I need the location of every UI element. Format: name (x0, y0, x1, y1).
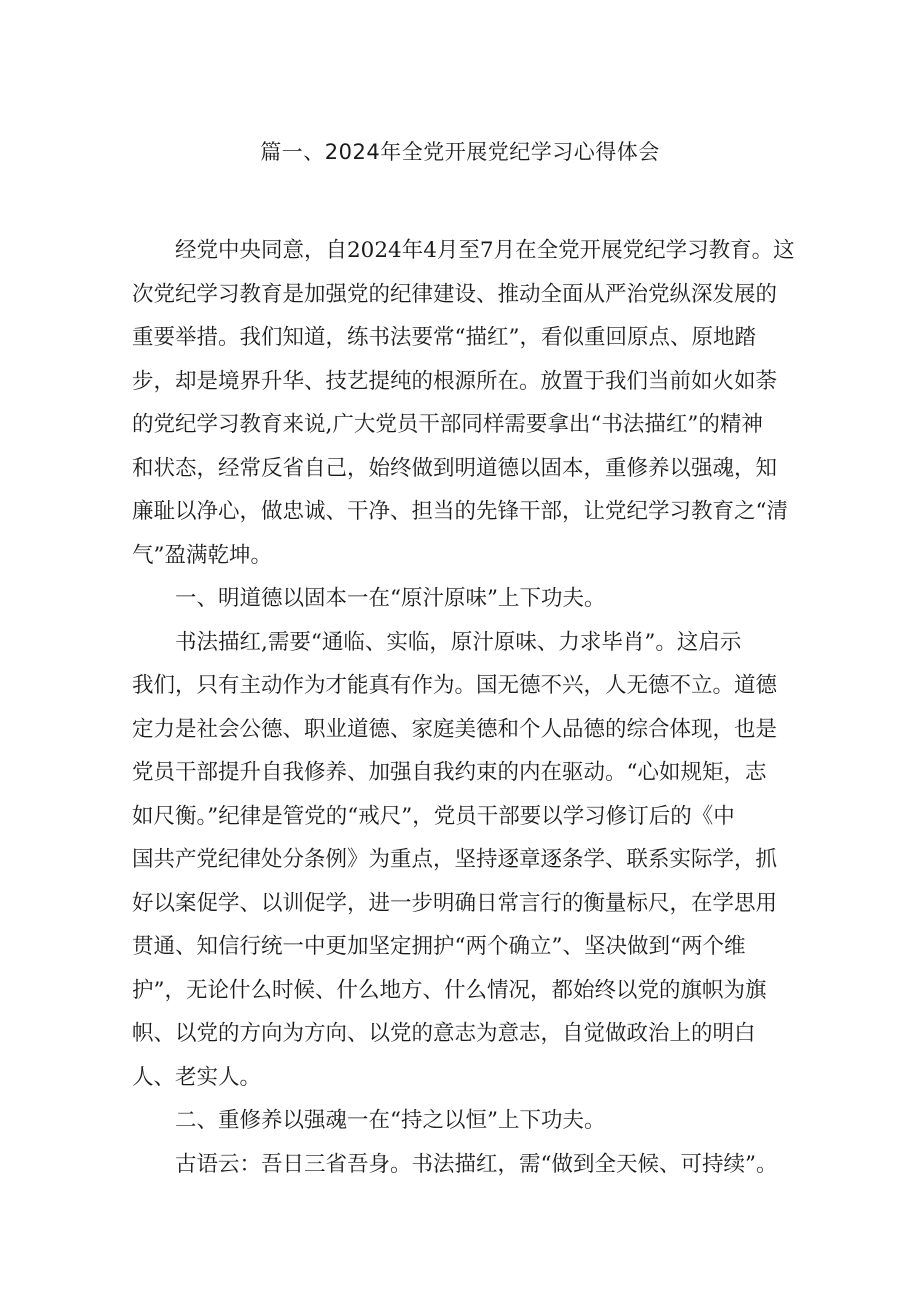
text-line: 重要举措。我们知道，练书法要常“描红”，看似重回原点、原地踏 (132, 325, 756, 350)
text-line: 帜、以党的方向为方向、以党的意志为意志，自觉做政治上的明白 (132, 1021, 756, 1046)
section-heading-1: 一、明道德以固本一在“原汁原味”上下功夫。 (132, 586, 606, 611)
text-line: 书法描红,需要“通临、实临，原汁原味、力求毕肖”。这启示 (132, 629, 742, 655)
section-heading-2: 二、重修养以强魂一在“持之以恒”上下功夫。 (132, 1108, 606, 1133)
text-line: 步，却是境界升华、技艺提纯的根源所在。放置于我们当前如火如荼 (132, 368, 778, 394)
text-line: 的党纪学习教育来说,广大党员干部同样需要拿出“书法描红”的精神 (132, 412, 763, 437)
document-body (132, 229, 795, 1186)
text-line: 护”，无论什么时候、什么地方、什么情况，都始终以党的旗帜为旗 (132, 977, 767, 1003)
text-line: 古语云：吾日三省吾身。书法描红，需“做到全天候、可持续”。 (132, 1151, 778, 1177)
text-line: 如尺衡。”纪律是管党的“戒尺”，党员干部要以学习修订后的《中 (132, 803, 735, 829)
text-line: 我们，只有主动作为才能真有作为。国无德不兴，人无德不立。道德 (132, 673, 778, 698)
text-line: 廉耻以净心，做忠诚、干净、担当的先锋干部，让党纪学习教育之“清 (132, 499, 788, 524)
text-line: 定力是社会公德、职业道德、家庭美德和个人品德的综合体现，也是 (132, 716, 778, 742)
text-line: 国共产党纪律处分条例》为重点，坚持逐章逐条学、联系实际学，抓 (132, 847, 778, 872)
text-line: 好以案促学、以训促学，进一步明确日常言行的衡量标尺，在学思用 (132, 890, 778, 916)
text-line: 和状态，经常反省自己，始终做到明道德以固本，重修养以强魂，知 (132, 455, 778, 481)
document-title: 篇一、2024年全党开展党纪学习心得体会 (260, 140, 660, 164)
text-line: 气”盈满乾坤。 (132, 542, 272, 568)
text-line: 次党纪学习教育是加强党的纪律建设、推动全面从严治党纵深发展的 (132, 281, 778, 307)
text-line: 党员干部提升自我修养、加强自我约束的内在驱动。“心如规矩，志 (132, 760, 767, 785)
text-line: 经党中央同意，自2024年4月至7月在全党开展党纪学习教育。这 (132, 238, 795, 263)
text-line: 贯通、知信行统一中更加坚定拥护“两个确立”、坚决做到“两个维 (132, 934, 746, 959)
text-line: 人、老实人。 (132, 1064, 262, 1090)
